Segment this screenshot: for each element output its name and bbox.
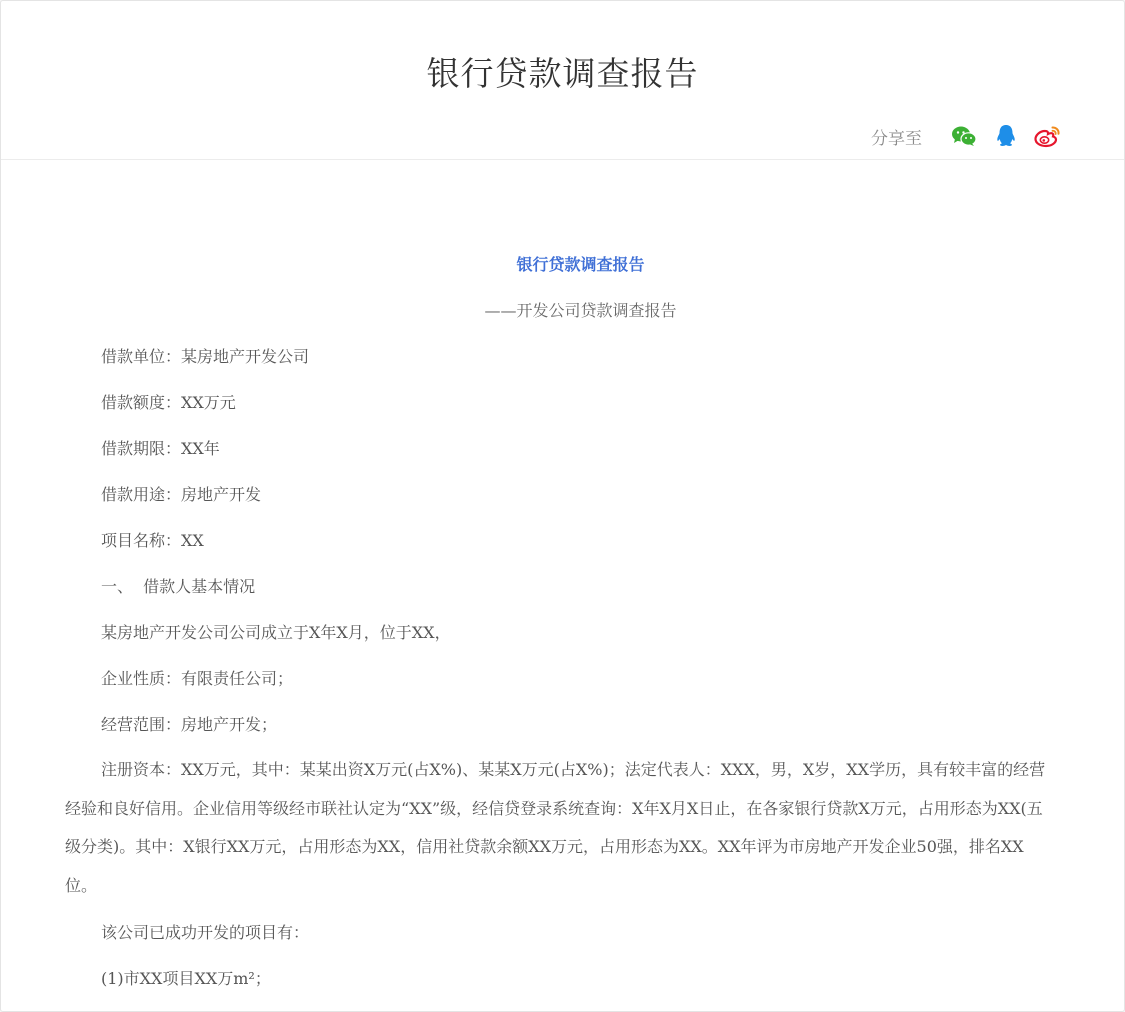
paragraph: 借款用途：房地产开发	[101, 485, 262, 504]
document-subtitle: ——开发公司贷款调查报告	[484, 301, 677, 320]
paragraph: 注册资本：XX万元，其中：某某出资X万元(占X%)、某某X万元(占X%)；法定代表人：XXX，男，X岁，XX学历，具有较丰富的经营经验和良好信用。企业信用等级经市联社认定为“XX”级，经信贷登录系统查询：X年X月X日止，在各家银行贷款X万元，占用形态为XX(五级分类)。其中：X银行XX万元，占用形态为XX，信用社贷款余额XX万元，占用形态为XX。XX年评为市房地产开发企业50强，排名XX位。	[65, 760, 1046, 895]
qq-icon[interactable]	[992, 123, 1020, 149]
wechat-icon[interactable]	[950, 123, 978, 149]
paragraph: 借款期限：XX年	[101, 439, 220, 458]
list-item: (1)市XX项目XX万m²；	[101, 969, 271, 988]
article-header	[1, 1, 1124, 160]
share-label: 分享至	[871, 128, 922, 149]
section-heading: 一、 借款人基本情况	[101, 577, 256, 596]
paragraph: 某房地产开发公司公司成立于X年X月，位于XX，	[101, 623, 451, 642]
paragraph: 该公司已成功开发的项目有：	[101, 923, 310, 942]
article-body	[65, 239, 1049, 990]
paragraph: 经营范围：房地产开发；	[101, 715, 278, 734]
weibo-icon[interactable]	[1034, 123, 1062, 149]
document-title: 银行贷款调查报告	[516, 255, 645, 274]
paragraph: 借款单位：某房地产开发公司	[101, 347, 310, 366]
paragraph: 借款额度：XX万元	[101, 393, 236, 412]
paragraph: 项目名称：XX	[101, 531, 204, 550]
page-title: 银行贷款调查报告	[426, 54, 699, 93]
share-bar	[871, 121, 1062, 151]
paragraph: 企业性质：有限责任公司；	[101, 669, 294, 688]
